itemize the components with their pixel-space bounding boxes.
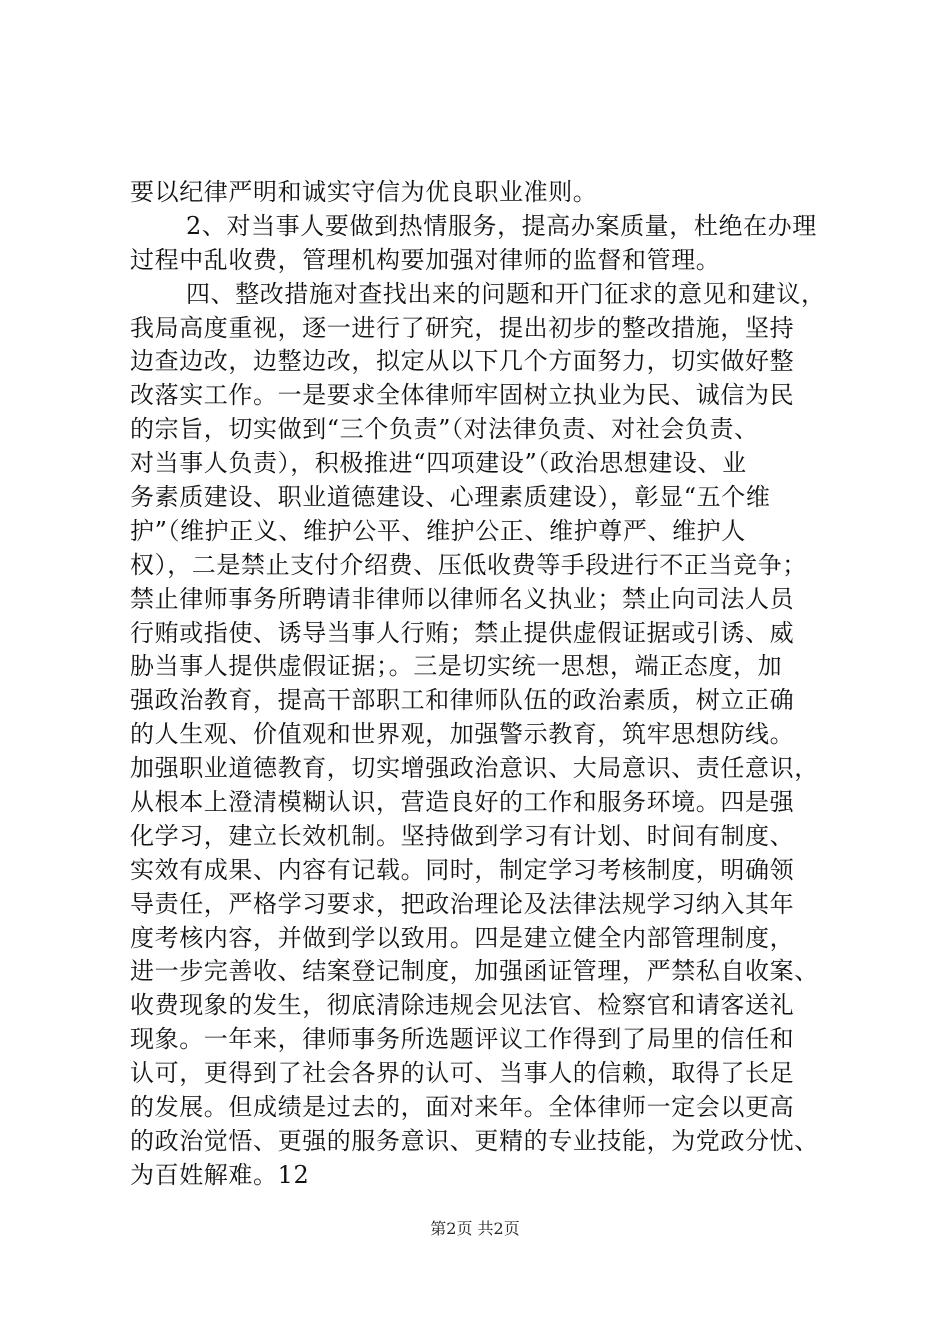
page-footer xyxy=(0,1216,950,1239)
page-number: 第2页 共2页 xyxy=(430,1219,520,1238)
text-line: 我局高度重视，逐一进行了研究，提出初步的整改措施，坚持 xyxy=(130,313,795,342)
text-line: 禁止律师事务所聘请非律师以律师名义执业；禁止向司法人员 xyxy=(130,584,795,613)
text-line: 改落实工作。一是要求全体律师牢固树立执业为民、诚信为民 xyxy=(130,381,795,410)
text-line: 边查边改，边整边改，拟定从以下几个方面努力，切实做好整 xyxy=(130,347,795,376)
text-line: 进一步完善收、结案登记制度，加强函证管理，严禁私自收案、 xyxy=(130,957,819,986)
text-line: 的宗旨，切实做到“三个负责”（对法律负责、对社会负责、 xyxy=(130,415,759,444)
text-line: 的政治觉悟、更强的服务意识、更精的专业技能，为党政分忧、 xyxy=(130,1126,819,1155)
body-text xyxy=(130,176,850,1193)
text-line: 2、对当事人要做到热情服务，提高办案质量，杜绝在办理 xyxy=(186,211,817,240)
text-line: 导责任，严格学习要求，把政治理论及法律法规学习纳入其年 xyxy=(130,889,795,918)
text-line: 的发展。但成绩是过去的，面对来年。全体律师一定会以更高 xyxy=(130,1093,795,1122)
text-line: 收费现象的发生，彻底清除违规会见法官、检察官和请客送礼 xyxy=(130,991,795,1020)
text-line: 务素质建设、职业道德建设、心理素质建设），彰显“五个维 xyxy=(130,483,771,512)
text-line: 认可，更得到了社会各界的认可、当事人的信赖，取得了长足 xyxy=(130,1059,795,1088)
text-line: 化学习，建立长效机制。坚持做到学习有计划、时间有制度、 xyxy=(130,821,795,850)
text-line: 为百姓解难。12 xyxy=(130,1160,310,1189)
text-line: 从根本上澄清模糊认识，营造良好的工作和服务环境。四是强 xyxy=(130,788,795,817)
text-line: 加强职业道德教育，切实增强政治意识、大局意识、责任意识， xyxy=(130,754,819,783)
text-line: 强政治教育，提高干部职工和律师队伍的政治素质，树立正确 xyxy=(130,686,795,715)
text-line: 度考核内容，并做到学以致用。四是建立健全内部管理制度， xyxy=(130,923,795,952)
text-line: 四、整改措施对查找出来的问题和开门征求的意见和建议， xyxy=(186,279,826,308)
text-line: 权），二是禁止支付介绍费、压低收费等手段进行不正当竞争； xyxy=(130,550,807,579)
text-line: 护”（维护正义、维护公平、维护公正、维护尊严、维护人 xyxy=(130,516,746,545)
text-line: 要以纪律严明和诚实守信为优良职业准则。 xyxy=(130,178,598,206)
text-line: 对当事人负责），积极推进“四项建设”（政治思想建设、业 xyxy=(130,449,747,478)
text-line: 的人生观、价值观和世界观，加强警示教育，筑牢思想防线。 xyxy=(130,720,795,749)
text-line: 过程中乱收费，管理机构要加强对律师的监督和管理。 xyxy=(130,245,721,274)
text-line: 胁当事人提供虚假证据；。三是切实统一思想，端正态度，加 xyxy=(130,652,783,681)
text-line: 行贿或指使、诱导当事人行贿；禁止提供虚假证据或引诱、威 xyxy=(130,618,795,647)
text-line: 现象。一年来，律师事务所选题评议工作得到了局里的信任和 xyxy=(130,1025,795,1054)
text-line: 实效有成果、内容有记载。同时，制定学习考核制度，明确领 xyxy=(130,855,795,884)
